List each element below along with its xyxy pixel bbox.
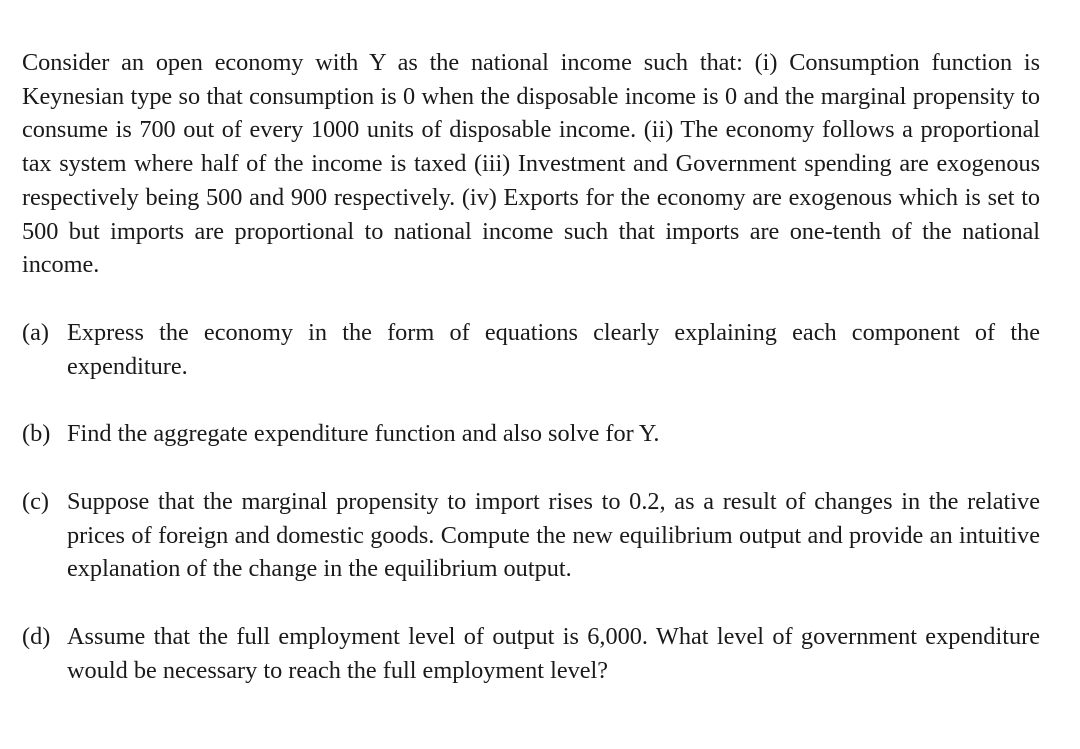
question-d-text: Assume that the full employment level of output is 6,000. What level of government expenditure would be necessary to reach the full employment level? [67,623,1040,684]
question-a-label: (a) [22,318,49,346]
document-page [22,46,1040,688]
question-b-text: Find the aggregate expenditure function and also solve for Y. [67,420,660,448]
question-b [22,417,1040,451]
question-c [22,485,1040,586]
question-a-text: Express the economy in the form of equations clearly explaining each component of the expenditure. [67,318,1040,380]
question-d-label: (d) [22,623,51,651]
question-c-label: (c) [22,488,49,516]
question-a [22,316,1040,383]
problem-statement: Consider an open economy with Y as the national income such that: (i) Consumption function is Keynesian type so that consumption is 0 when the disposable income is 0 and the marginal propensity to consume is 700 out of every 1000 units of disposable income. (ii) The economy follows a proportional tax system where half of the income is taxed (iii) Investment and Government spending are exogenous respectively being 500 and 900 respectively. (iv) Exports for the economy are exogenous which is set to 500 but imports are proportional to national income such that imports are one-tenth of the national income. [22,49,1040,279]
question-c-text: Suppose that the marginal propensity to import rises to 0.2, as a result of changes in the relative prices of foreign and domestic goods. Compute the new equilibrium output and provide an intuitive explanation of the change in the equilibrium output. [67,488,1040,583]
question-d [22,620,1040,687]
question-b-label: (b) [22,420,51,448]
